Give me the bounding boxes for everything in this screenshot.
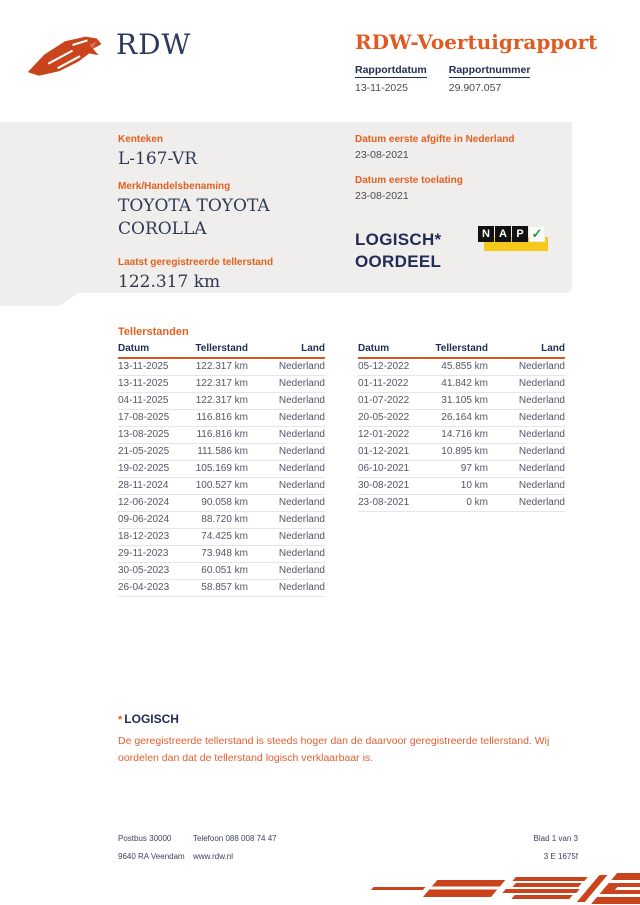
table-cell: Nederland (248, 511, 325, 528)
table-cell: 60.051 km (188, 562, 248, 579)
vehicle-summary-left (118, 134, 348, 294)
col-header-land: Land (248, 343, 325, 358)
table-cell: 13-11-2025 (118, 358, 188, 375)
afgifte-value: 23-08-2021 (355, 149, 409, 161)
merk-label: Merk/Handelsbenaming (118, 180, 231, 192)
table-cell: 88.720 km (188, 511, 248, 528)
table-cell: 01-12-2021 (358, 443, 428, 460)
table-row (358, 358, 565, 375)
tellerstanden-table-left (118, 343, 325, 597)
toelating-label: Datum eerste toelating (355, 175, 463, 186)
table-cell: Nederland (488, 426, 565, 443)
table-cell: Nederland (248, 443, 325, 460)
table-row (118, 579, 325, 596)
report-date-label: Rapportdatum (355, 64, 427, 76)
report-date-value: 13-11-2025 (355, 82, 408, 94)
footer-contact (193, 830, 277, 866)
tellerstand-value: 122.317 km (118, 271, 221, 292)
table-cell: Nederland (248, 426, 325, 443)
table-cell: 09-06-2024 (118, 511, 188, 528)
table-cell: Nederland (248, 579, 325, 596)
table-cell: 111.586 km (188, 443, 248, 460)
table-row (118, 426, 325, 443)
footnote-title: * LOGISCH (118, 712, 179, 726)
table-row (118, 375, 325, 392)
table-row (118, 460, 325, 477)
report-number-label: Rapportnummer (448, 64, 531, 76)
footer-city: 9640 RA Veendam (118, 852, 185, 861)
rdw-bird-logo-icon (24, 26, 108, 78)
table-cell: Nederland (488, 358, 565, 375)
table-cell: 26-04-2023 (118, 579, 188, 596)
table-row (358, 477, 565, 494)
table-cell: Nederland (248, 494, 325, 511)
table-row (118, 477, 325, 494)
table-cell: 41.842 km (428, 375, 488, 392)
table-cell: 73.948 km (188, 545, 248, 562)
table-cell: 30-05-2023 (118, 562, 188, 579)
tellerstanden-table-right (358, 343, 565, 512)
table-cell: 19-02-2025 (118, 460, 188, 477)
table-row (358, 426, 565, 443)
rdw-wordmark: RDW (116, 28, 192, 61)
table-cell: Nederland (248, 528, 325, 545)
table-cell: Nederland (488, 477, 565, 494)
table-cell: Nederland (488, 392, 565, 409)
table-cell: 122.317 km (188, 358, 248, 375)
table-cell: 04-11-2025 (118, 392, 188, 409)
table-cell: 12-01-2022 (358, 426, 428, 443)
merk-value: TOYOTA TOYOTA COROLLA (118, 195, 270, 239)
footnote-asterisk: * (118, 714, 123, 726)
table-cell: 122.317 km (188, 375, 248, 392)
table-cell: 10.895 km (428, 443, 488, 460)
table-cell: 23-08-2021 (358, 494, 428, 511)
table-cell: 116.816 km (188, 409, 248, 426)
table-cell: Nederland (248, 392, 325, 409)
table-row (118, 562, 325, 579)
nap-logo (478, 226, 550, 256)
toelating-value: 23-08-2021 (355, 190, 409, 202)
table-cell: 29-11-2023 (118, 545, 188, 562)
table-cell: 45.855 km (428, 358, 488, 375)
table-cell: Nederland (248, 375, 325, 392)
footer-form-code: 3 E 1675f (543, 852, 578, 861)
table-row (358, 375, 565, 392)
col-header-datum: Datum (358, 343, 428, 358)
table-row (358, 443, 565, 460)
nap-checkmark-icon: ✓ (529, 226, 545, 242)
table-cell: 17-08-2025 (118, 409, 188, 426)
table-cell: Nederland (248, 477, 325, 494)
nap-letter-p: P (512, 226, 528, 242)
table-cell: Nederland (488, 460, 565, 477)
kenteken-value: L-167-VR (118, 149, 198, 169)
table-row (358, 460, 565, 477)
table-row (358, 392, 565, 409)
table-cell: 122.317 km (188, 392, 248, 409)
table-row (118, 409, 325, 426)
panel-corner-tab (0, 293, 78, 306)
table-row (358, 494, 565, 511)
table-cell: 05-12-2022 (358, 358, 428, 375)
footer-page-number: Blad 1 van 3 (533, 834, 578, 843)
table-cell: 12-06-2024 (118, 494, 188, 511)
table-row (118, 528, 325, 545)
table-cell: 116.816 km (188, 426, 248, 443)
nap-letter-n: N (478, 226, 494, 242)
footer-postbus: Postbus 30000 (118, 834, 172, 843)
oordeel-verdict: LOGISCH* OORDEEL (355, 230, 442, 272)
footnote-text: De geregistreerde tellerstand is steeds hoger dan de daarvoor geregistreerde tellerstand. Wij oordelen dan dat de tellerstand logisch verklaarbaar is. (118, 735, 550, 765)
table-cell: 28-11-2024 (118, 477, 188, 494)
table-cell: 97 km (428, 460, 488, 477)
report-header (0, 0, 640, 122)
footer-website[interactable]: www.rdw.nl (193, 852, 234, 861)
table-row (118, 545, 325, 562)
table-cell: Nederland (248, 460, 325, 477)
vehicle-summary-right (355, 134, 565, 272)
table-cell: 74.425 km (188, 528, 248, 545)
report-meta (355, 64, 530, 94)
table-cell: 01-07-2022 (358, 392, 428, 409)
table-cell: Nederland (488, 375, 565, 392)
footer-pagination (534, 830, 578, 866)
table-row (118, 392, 325, 409)
table-cell: 13-08-2025 (118, 426, 188, 443)
table-cell: 18-12-2023 (118, 528, 188, 545)
table-cell: 06-10-2021 (358, 460, 428, 477)
footer-phone: Telefoon 088 008 74 47 (193, 834, 277, 843)
table-cell: 31.105 km (428, 392, 488, 409)
table-cell: 01-11-2022 (358, 375, 428, 392)
logisch-footnote (118, 712, 588, 768)
col-header-land: Land (488, 343, 565, 358)
table-cell: 58.857 km (188, 579, 248, 596)
table-cell: Nederland (488, 409, 565, 426)
table-cell: 26.164 km (428, 409, 488, 426)
table-cell: Nederland (248, 562, 325, 579)
kenteken-label: Kenteken (118, 134, 164, 145)
report-number-value: 29.907.057 (448, 82, 502, 94)
footer-address (118, 830, 185, 866)
vehicle-summary-panel (0, 122, 572, 293)
table-cell: 13-11-2025 (118, 375, 188, 392)
table-cell: 10 km (428, 477, 488, 494)
table-cell: Nederland (248, 358, 325, 375)
table-row (358, 409, 565, 426)
table-cell: Nederland (488, 443, 565, 460)
table-row (118, 494, 325, 511)
col-header-tellerstand: Tellerstand (428, 343, 488, 358)
col-header-datum: Datum (118, 343, 188, 358)
table-cell: 14.716 km (428, 426, 488, 443)
tellerstanden-heading: Tellerstanden (118, 326, 189, 338)
table-cell: Nederland (488, 494, 565, 511)
afgifte-label: Datum eerste afgifte in Nederland (355, 134, 515, 145)
table-cell: Nederland (248, 545, 325, 562)
table-row (118, 511, 325, 528)
table-cell: 20-05-2022 (358, 409, 428, 426)
table-cell: 0 km (428, 494, 488, 511)
rdw-footer-art-icon (360, 872, 640, 905)
table-row (118, 443, 325, 460)
table-cell: 90.058 km (188, 494, 248, 511)
report-title: RDW-Voertuigrapport (355, 30, 598, 54)
nap-letter-a: A (495, 226, 511, 242)
tellerstand-label: Laatst geregistreerde tellerstand (118, 256, 274, 268)
table-cell: 30-08-2021 (358, 477, 428, 494)
table-cell: Nederland (248, 409, 325, 426)
table-cell: 100.527 km (188, 477, 248, 494)
table-cell: 105.169 km (188, 460, 248, 477)
table-row (118, 358, 325, 375)
table-cell: 21-05-2025 (118, 443, 188, 460)
col-header-tellerstand: Tellerstand (188, 343, 248, 358)
